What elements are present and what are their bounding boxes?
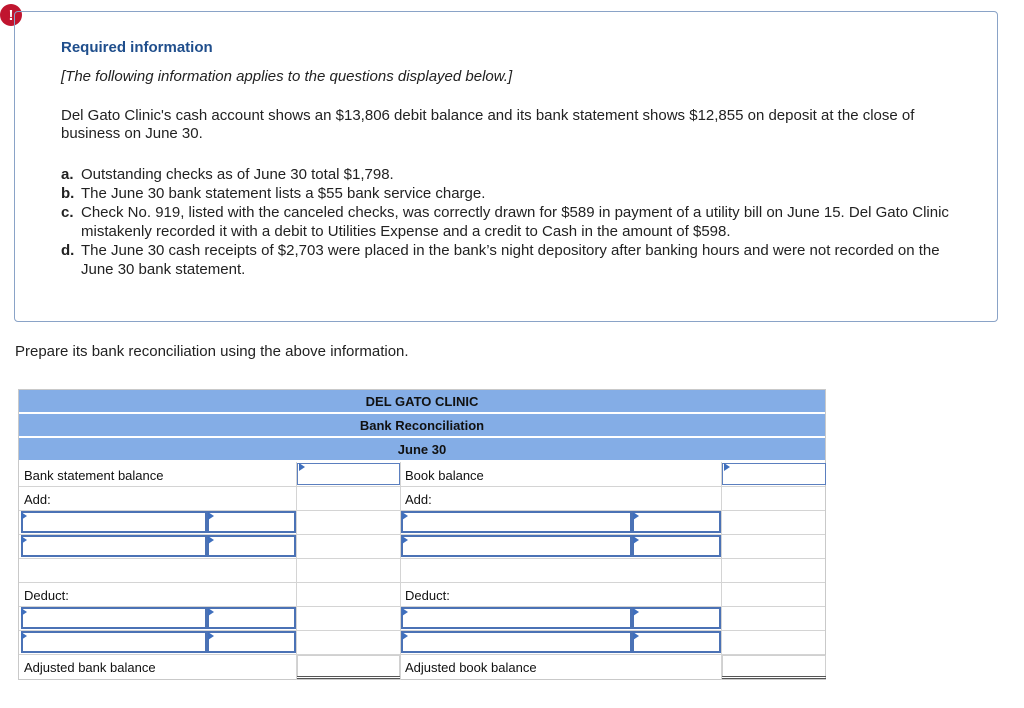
bank-deduct-description-2[interactable] xyxy=(21,631,207,653)
book-deduct-description-1[interactable] xyxy=(401,607,632,629)
question-prompt: Prepare its bank reconciliation using the above information. xyxy=(15,343,409,360)
info-item-letter: d. xyxy=(61,242,75,259)
row-divider xyxy=(19,654,825,655)
statement-date: June 30 xyxy=(397,441,447,457)
book-deduct-description-2[interactable] xyxy=(401,631,632,653)
info-item-text: The June 30 cash receipts of $2,703 were placed in the bank’s night depository after banking hours and were not recorded on the June 30 bank statement. xyxy=(81,242,940,278)
double-underline xyxy=(297,676,400,679)
bank-deduct-amount-1[interactable] xyxy=(207,607,296,629)
bank-add-amount-2[interactable] xyxy=(207,535,296,557)
company-name: DEL GATO CLINIC xyxy=(365,393,479,409)
adjusted-bank-balance-label: Adjusted bank balance xyxy=(24,660,156,675)
bank-reconciliation-form xyxy=(18,389,826,680)
info-item-d xyxy=(61,241,961,279)
adjusted-bank-balance-input[interactable] xyxy=(297,655,400,677)
info-item-b xyxy=(61,184,961,203)
dropdown-marker-icon xyxy=(299,463,305,471)
book-add-description-1[interactable] xyxy=(401,511,632,533)
bank-balance-input[interactable] xyxy=(297,463,400,485)
info-title: Required information xyxy=(61,39,213,56)
column-divider xyxy=(721,462,722,680)
info-paragraph: Del Gato Clinic's cash account shows an $13,806 debit balance and its bank statement shows $12,855 on deposit at the close of business on June 30. xyxy=(61,107,915,142)
book-add-description-2[interactable] xyxy=(401,535,632,557)
book-add-label: Add: xyxy=(405,492,432,507)
dropdown-marker-icon xyxy=(208,608,214,616)
dropdown-marker-icon xyxy=(402,608,408,616)
info-item-text: Check No. 919, listed with the canceled checks, was correctly drawn for $589 in payment of a utility bill on June 15. Del Gato Clinic mistakenly recorded it with a debit to Utilities Expense and a credit to Cash in the amount of $598. xyxy=(81,204,949,240)
title-header xyxy=(19,414,825,437)
adjusted-book-balance-input[interactable] xyxy=(722,655,826,677)
bank-add-label: Add: xyxy=(24,492,51,507)
dropdown-marker-icon xyxy=(402,512,408,520)
date-header xyxy=(19,438,825,461)
double-underline xyxy=(722,676,826,679)
dropdown-marker-icon xyxy=(402,632,408,640)
bank-balance-label: Bank statement balance xyxy=(24,468,164,483)
dropdown-marker-icon xyxy=(633,536,639,544)
bank-deduct-amount-2[interactable] xyxy=(207,631,296,653)
bank-add-description-2[interactable] xyxy=(21,535,207,557)
dropdown-marker-icon xyxy=(633,512,639,520)
row-divider xyxy=(19,582,825,583)
bank-add-description-1[interactable] xyxy=(21,511,207,533)
company-header xyxy=(19,390,825,413)
info-item-text: The June 30 bank statement lists a $55 bank service charge. xyxy=(81,185,486,202)
dropdown-marker-icon xyxy=(21,608,27,616)
info-item-a xyxy=(61,165,961,184)
bank-deduct-label: Deduct: xyxy=(24,588,69,603)
book-add-amount-1[interactable] xyxy=(632,511,721,533)
info-item-letter: a. xyxy=(61,166,74,183)
row-divider xyxy=(19,558,825,559)
column-divider xyxy=(296,462,297,680)
dropdown-marker-icon xyxy=(21,632,27,640)
book-balance-input[interactable] xyxy=(722,463,826,485)
book-deduct-amount-2[interactable] xyxy=(632,631,721,653)
dropdown-marker-icon xyxy=(208,536,214,544)
book-deduct-label: Deduct: xyxy=(405,588,450,603)
book-deduct-amount-1[interactable] xyxy=(632,607,721,629)
dropdown-marker-icon xyxy=(208,632,214,640)
book-add-amount-2[interactable] xyxy=(632,535,721,557)
dropdown-marker-icon xyxy=(724,463,730,471)
dropdown-marker-icon xyxy=(208,512,214,520)
book-balance-label: Book balance xyxy=(405,468,484,483)
info-item-text: Outstanding checks as of June 30 total $1,798. xyxy=(81,166,394,183)
dropdown-marker-icon xyxy=(21,512,27,520)
info-items xyxy=(61,165,961,279)
bank-deduct-description-1[interactable] xyxy=(21,607,207,629)
info-item-letter: c. xyxy=(61,204,74,221)
info-item-c xyxy=(61,203,961,241)
dropdown-marker-icon xyxy=(633,608,639,616)
dropdown-marker-icon xyxy=(21,536,27,544)
alert-icon: ! xyxy=(0,4,22,26)
row-divider xyxy=(19,486,825,487)
statement-title: Bank Reconciliation xyxy=(359,417,485,433)
adjusted-book-balance-label: Adjusted book balance xyxy=(405,660,537,675)
info-box xyxy=(14,11,998,322)
dropdown-marker-icon xyxy=(402,536,408,544)
info-item-letter: b. xyxy=(61,185,75,202)
dropdown-marker-icon xyxy=(633,632,639,640)
bank-add-amount-1[interactable] xyxy=(207,511,296,533)
info-subtitle: [The following information applies to the questions displayed below.] xyxy=(61,68,513,85)
